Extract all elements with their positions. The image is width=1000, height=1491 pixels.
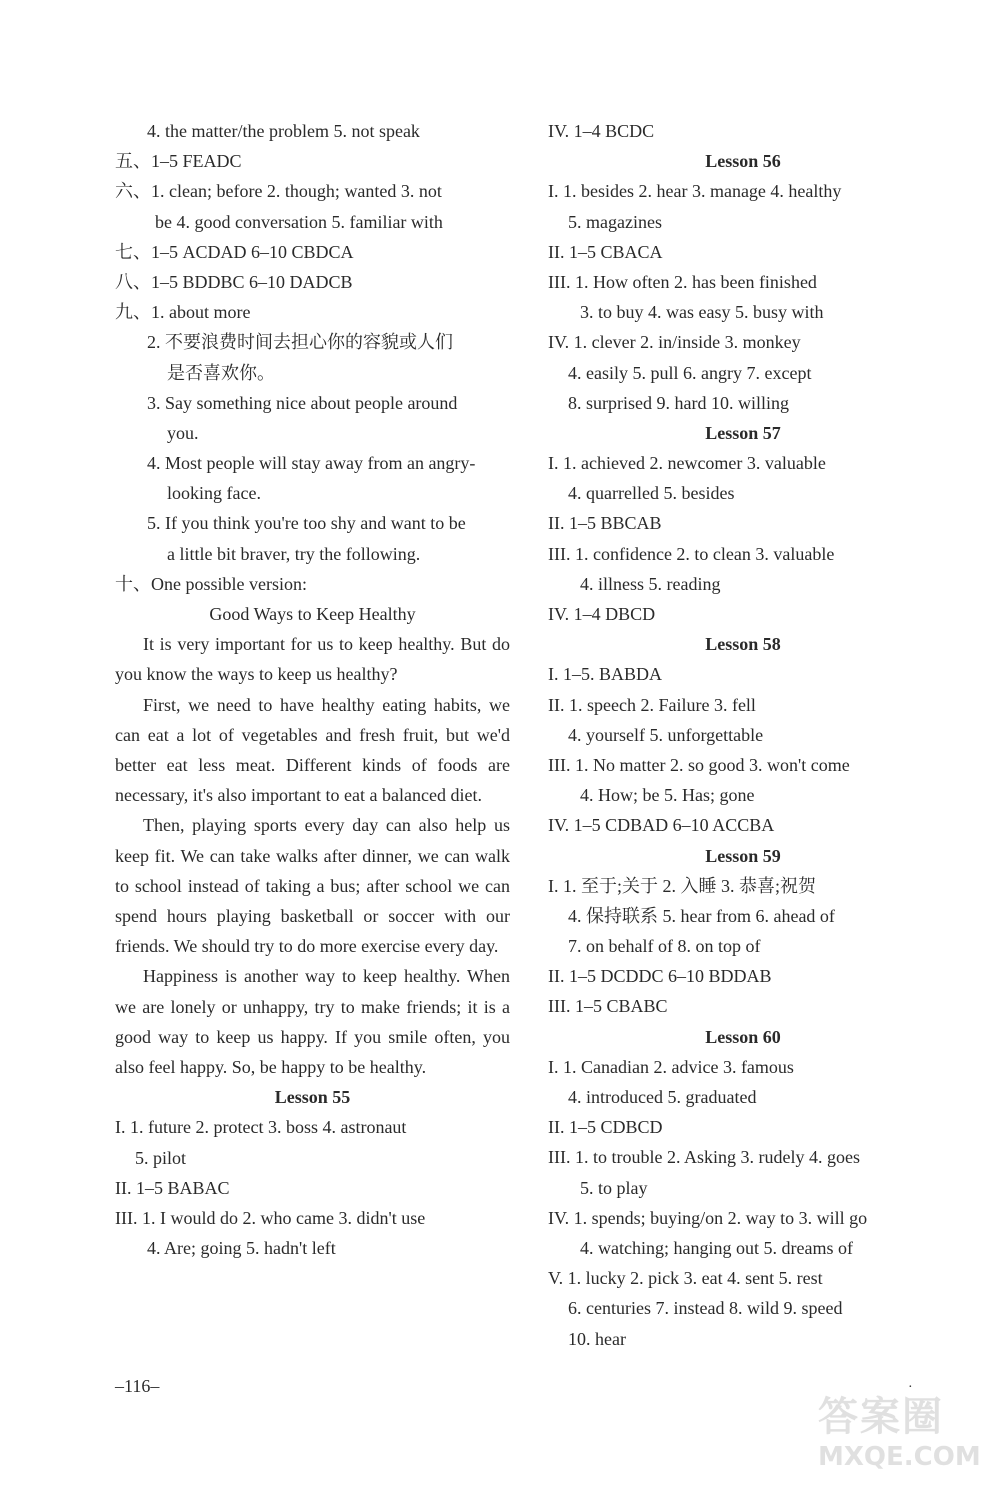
answer-line: 4. illness 5. reading [580, 573, 721, 594]
right-column [548, 116, 938, 1354]
answer-line: 七、1–5 ACDAD 6–10 CBDCA [115, 241, 354, 262]
answer-line: III. 1–5 CBABC [548, 996, 668, 1017]
left-column [115, 116, 510, 1263]
essay-paragraph: It is very important for us to keep healthy. But do you know the ways to keep us healthy? [115, 634, 510, 685]
answer-line: 8. surprised 9. hard 10. willing [568, 392, 789, 413]
lesson-heading: Lesson 60 [705, 1026, 781, 1047]
answer-line: be 4. good conversation 5. familiar with [155, 211, 443, 232]
answer-line: 4. easily 5. pull 6. angry 7. except [568, 362, 812, 383]
answer-line: I. 1. Canadian 2. advice 3. famous [548, 1056, 794, 1077]
answer-line: 3. to buy 4. was easy 5. busy with [580, 302, 824, 323]
answer-line: III. 1. confidence 2. to clean 3. valuable [548, 543, 835, 564]
answer-line: 八、1–5 BDDBC 6–10 DADCB [115, 271, 353, 292]
answer-line: III. 1. How often 2. has been finished [548, 271, 817, 292]
answer-line: IV. 1–5 CDBAD 6–10 ACCBA [548, 815, 775, 836]
page-number: –116– [115, 1376, 160, 1396]
answer-line: II. 1. speech 2. Failure 3. fell [548, 694, 756, 715]
answer-line: II. 1–5 BBCAB [548, 513, 662, 534]
essay-title: Good Ways to Keep Healthy [209, 604, 416, 624]
answer-line: 7. on behalf of 8. on top of [568, 936, 761, 957]
answer-line: 4. 保持联系 5. hear from 6. ahead of [568, 905, 835, 926]
translation-line: 5. If you think you're too shy and want to be [147, 513, 466, 534]
answer-line: 5. magazines [568, 211, 662, 232]
answer-line: 5. to play [580, 1177, 648, 1198]
lesson-heading: Lesson 59 [705, 845, 781, 866]
answer-line: II. 1–5 CBACA [548, 241, 663, 262]
answer-line: II. 1–5 BABAC [115, 1177, 230, 1198]
answer-line: 4. introduced 5. graduated [568, 1087, 757, 1107]
answer-line: I. 1. future 2. protect 3. boss 4. astronaut [115, 1117, 407, 1138]
answer-line: III. 1. to trouble 2. Asking 3. rudely 4. goes [548, 1147, 860, 1168]
answer-line: I. 1. besides 2. hear 3. manage 4. healthy [548, 181, 842, 202]
answer-line: 4. watching; hanging out 5. dreams of [580, 1237, 853, 1258]
translation-line: 2. 不要浪费时间去担心你的容貌或人们 [147, 332, 453, 353]
translation-line: 3. Say something nice about people around [147, 392, 458, 413]
translation-line: a little bit braver, try the following. [167, 543, 421, 564]
essay-paragraph: Happiness is another way to keep healthy. When we are lonely or unhappy, try to make friends; it is a good way to keep us happy. If you smile often, you also feel happy. So, be happy to be healthy. [115, 966, 510, 1078]
translation-line: you. [167, 422, 199, 443]
answer-line: III. 1. I would do 2. who came 3. didn't use [115, 1207, 426, 1228]
translation-line: 是否喜欢你。 [167, 362, 275, 383]
lesson-heading: Lesson 57 [705, 422, 781, 443]
answer-line: V. 1. lucky 2. pick 3. eat 4. sent 5. rest [548, 1268, 823, 1289]
answer-line: IV. 1–4 DBCD [548, 604, 656, 624]
watermark [818, 1385, 986, 1481]
answer-line: 4. the matter/the problem 5. not speak [147, 121, 420, 141]
answer-line: 6. centuries 7. instead 8. wild 9. speed [568, 1298, 843, 1319]
answer-line: 4. yourself 5. unforgettable [568, 724, 764, 745]
answer-line: I. 1–5. BABDA [548, 664, 663, 685]
translation-line: 4. Most people will stay away from an angry- [147, 453, 476, 474]
answer-line: 九、1. about more [115, 302, 251, 323]
answer-line: 4. How; be 5. Has; gone [580, 785, 755, 806]
answer-line: III. 1. No matter 2. so good 3. won't come [548, 754, 850, 775]
lesson-heading: Lesson 58 [705, 634, 781, 655]
answer-line: II. 1–5 CDBCD [548, 1117, 663, 1138]
lesson-heading: Lesson 55 [274, 1087, 351, 1108]
essay-heading: 十、One possible version: [115, 573, 307, 594]
answer-line: 六、1. clean; before 2. though; wanted 3. not [115, 181, 442, 202]
watermark-logo: 答案圈 [818, 1394, 944, 1440]
answer-line: I. 1. 至于;关于 2. 入睡 3. 恭喜;祝贺 [548, 875, 816, 896]
answer-line: 4. Are; going 5. hadn't left [147, 1238, 336, 1259]
answer-line: I. 1. achieved 2. newcomer 3. valuable [548, 453, 826, 474]
decorative-dot: · [908, 1380, 913, 1395]
answer-line: 五、1–5 FEADC [115, 151, 242, 172]
essay-paragraph: Then, playing sports every day can also help us keep fit. We can take walks after dinner, we can walk to school instead of taking a bus; after school we can spend hours playing basketball or soccer with our friends. We should try to do more exercise every day. [115, 815, 510, 957]
answer-line: 10. hear [568, 1328, 626, 1349]
answer-line: 5. pilot [135, 1147, 187, 1168]
answer-line: IV. 1–4 BCDC [548, 121, 655, 141]
watermark-url: MXQE.COM [818, 1442, 981, 1472]
lesson-heading: Lesson 56 [705, 151, 781, 172]
answer-line: II. 1–5 DCDDC 6–10 BDDAB [548, 966, 772, 987]
answer-line: 4. quarrelled 5. besides [568, 483, 735, 504]
essay-paragraph: First, we need to have healthy eating habits, we can eat a lot of vegetables and fresh fruit, but we'd better eat less meat. Different kinds of foods are necessary, it's also important to eat a balanced diet. [115, 694, 510, 806]
answer-line: IV. 1. spends; buying/on 2. way to 3. will go [548, 1207, 868, 1228]
answer-line: IV. 1. clever 2. in/inside 3. monkey [548, 332, 801, 353]
translation-line: looking face. [167, 483, 261, 504]
